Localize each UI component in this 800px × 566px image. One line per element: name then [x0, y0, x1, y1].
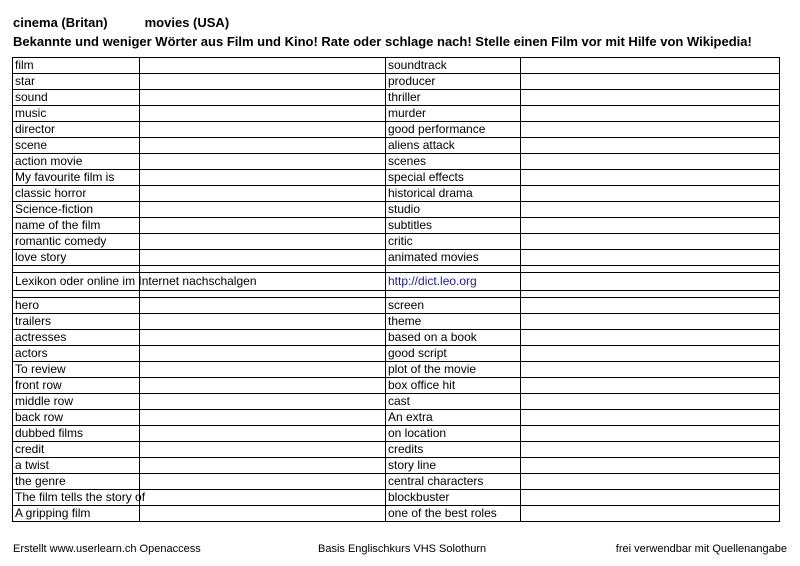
table-cell-blank[interactable] — [521, 490, 780, 506]
british-term: classic horror — [13, 186, 140, 202]
british-term: actresses — [13, 330, 140, 346]
table-cell-blank[interactable] — [521, 362, 780, 378]
table-cell-blank[interactable] — [140, 218, 386, 234]
vocabulary-rows-top — [13, 58, 780, 266]
table-cell-blank[interactable] — [521, 426, 780, 442]
british-term: actors — [13, 346, 140, 362]
british-term: trailers — [13, 314, 140, 330]
british-term: music — [13, 106, 140, 122]
american-term: scenes — [386, 154, 521, 170]
table-row — [13, 490, 780, 506]
british-term: middle row — [13, 394, 140, 410]
table-row — [13, 442, 780, 458]
british-term: star — [13, 74, 140, 90]
american-term: blockbuster — [386, 490, 521, 506]
british-term: To review — [13, 362, 140, 378]
footer-course: Basis Englischkurs VHS Solothurn — [318, 543, 487, 555]
american-term: good script — [386, 346, 521, 362]
table-cell-blank[interactable] — [140, 330, 386, 346]
lookup-label: Lexikon oder online im Internet nachschalgen — [13, 273, 140, 291]
table-cell-blank[interactable] — [140, 442, 386, 458]
table-cell-blank[interactable] — [521, 106, 780, 122]
british-term: The film tells the story of — [13, 490, 140, 506]
table-cell-blank[interactable] — [140, 58, 386, 74]
american-term: animated movies — [386, 250, 521, 266]
table-row — [13, 426, 780, 442]
table-cell-blank[interactable] — [140, 378, 386, 394]
american-term: critic — [386, 234, 521, 250]
british-term: film — [13, 58, 140, 74]
british-term: credit — [13, 442, 140, 458]
table-cell-blank[interactable] — [521, 122, 780, 138]
table-cell-blank[interactable] — [521, 74, 780, 90]
british-term: Science-fiction — [13, 202, 140, 218]
table-cell-blank[interactable] — [140, 506, 386, 522]
table-row — [13, 234, 780, 250]
lookup-section — [13, 266, 780, 298]
american-term: central characters — [386, 474, 521, 490]
table-row — [13, 138, 780, 154]
footer-credit: Erstellt www.userlearn.ch Openaccess — [13, 543, 201, 555]
table-row — [13, 106, 780, 122]
american-term: plot of the movie — [386, 362, 521, 378]
table-row — [13, 202, 780, 218]
american-term: historical drama — [386, 186, 521, 202]
table-cell-blank[interactable] — [521, 314, 780, 330]
table-row — [13, 90, 780, 106]
title-line — [13, 15, 229, 30]
table-cell-blank[interactable] — [140, 170, 386, 186]
table-row — [13, 506, 780, 522]
british-term: My favourite film is — [13, 170, 140, 186]
american-term: screen — [386, 298, 521, 314]
table-cell-blank[interactable] — [521, 346, 780, 362]
table-cell-blank[interactable] — [521, 458, 780, 474]
table-cell-blank[interactable] — [140, 298, 386, 314]
american-term: studio — [386, 202, 521, 218]
american-term: thriller — [386, 90, 521, 106]
table-row — [13, 218, 780, 234]
dictionary-link[interactable]: http://dict.leo.org — [386, 273, 521, 291]
table-cell-blank[interactable] — [140, 250, 386, 266]
table-row — [13, 154, 780, 170]
table-cell-blank[interactable] — [521, 170, 780, 186]
british-term: a twist — [13, 458, 140, 474]
table-cell-blank[interactable] — [521, 273, 780, 291]
table-row — [13, 122, 780, 138]
table-row — [13, 346, 780, 362]
american-term: special effects — [386, 170, 521, 186]
american-term: good performance — [386, 122, 521, 138]
american-term: based on a book — [386, 330, 521, 346]
table-cell-blank[interactable] — [140, 186, 386, 202]
table-row — [13, 58, 780, 74]
table-cell-blank[interactable] — [140, 122, 386, 138]
table-row — [13, 250, 780, 266]
table-cell-blank[interactable] — [140, 90, 386, 106]
table-row — [13, 330, 780, 346]
table-cell-blank[interactable] — [521, 154, 780, 170]
vocabulary-table — [12, 57, 780, 522]
american-term: story line — [386, 458, 521, 474]
lookup-row — [13, 273, 780, 291]
table-row — [13, 458, 780, 474]
table-cell-blank[interactable] — [521, 58, 780, 74]
british-term: hero — [13, 298, 140, 314]
footer-license: frei verwendbar mit Quellenangabe — [615, 543, 787, 555]
american-term: box office hit — [386, 378, 521, 394]
table-cell-blank[interactable] — [140, 362, 386, 378]
spacer-row — [13, 266, 780, 273]
american-term: cast — [386, 394, 521, 410]
vocabulary-rows-bottom — [13, 298, 780, 522]
table-cell-blank[interactable] — [140, 74, 386, 90]
american-term: subtitles — [386, 218, 521, 234]
table-cell-blank[interactable] — [140, 346, 386, 362]
table-row — [13, 298, 780, 314]
table-cell-blank[interactable] — [140, 202, 386, 218]
american-term: credits — [386, 442, 521, 458]
table-cell-blank[interactable] — [140, 410, 386, 426]
british-term: the genre — [13, 474, 140, 490]
table-row — [13, 74, 780, 90]
american-term: aliens attack — [386, 138, 521, 154]
table-cell-blank[interactable] — [521, 378, 780, 394]
american-term: murder — [386, 106, 521, 122]
british-term: love story — [13, 250, 140, 266]
table-cell-blank[interactable] — [140, 138, 386, 154]
table-row — [13, 314, 780, 330]
table-cell-blank[interactable] — [521, 138, 780, 154]
instructions: Bekannte und weniger Wörter aus Film und Kino! Rate oder schlage nach! Stelle einen Film vor mit Hilfe von Wikipedia! — [13, 34, 752, 49]
table-cell-blank[interactable] — [521, 506, 780, 522]
table-cell-blank[interactable] — [140, 394, 386, 410]
british-term: back row — [13, 410, 140, 426]
british-term: romantic comedy — [13, 234, 140, 250]
table-row — [13, 362, 780, 378]
table-row — [13, 394, 780, 410]
british-term: scene — [13, 138, 140, 154]
american-term: soundtrack — [386, 58, 521, 74]
table-cell-blank[interactable] — [140, 106, 386, 122]
table-cell-blank[interactable] — [521, 90, 780, 106]
table-cell-blank[interactable] — [521, 330, 780, 346]
table-cell-blank[interactable] — [521, 298, 780, 314]
british-term: director — [13, 122, 140, 138]
american-term: one of the best roles — [386, 506, 521, 522]
table-cell-blank[interactable] — [521, 250, 780, 266]
table-cell-blank[interactable] — [521, 394, 780, 410]
british-term: name of the film — [13, 218, 140, 234]
table-cell-blank[interactable] — [521, 410, 780, 426]
british-term: front row — [13, 378, 140, 394]
spacer-row — [13, 291, 780, 298]
table-cell-blank[interactable] — [140, 426, 386, 442]
british-term: dubbed films — [13, 426, 140, 442]
title-british: cinema (Britan) — [13, 15, 108, 30]
table-cell-blank[interactable] — [521, 442, 780, 458]
british-term: A gripping film — [13, 506, 140, 522]
table-cell-blank[interactable] — [521, 186, 780, 202]
british-term: action movie — [13, 154, 140, 170]
table-row — [13, 378, 780, 394]
american-term: producer — [386, 74, 521, 90]
american-term: on location — [386, 426, 521, 442]
table-cell-blank[interactable] — [140, 234, 386, 250]
table-cell-blank[interactable] — [521, 234, 780, 250]
table-cell-blank[interactable] — [521, 202, 780, 218]
british-term: sound — [13, 90, 140, 106]
table-row — [13, 186, 780, 202]
title-american: movies (USA) — [144, 15, 230, 30]
table-row — [13, 410, 780, 426]
table-cell-blank[interactable] — [521, 474, 780, 490]
table-cell-blank[interactable] — [140, 314, 386, 330]
table-cell-blank[interactable] — [521, 218, 780, 234]
table-row — [13, 474, 780, 490]
table-cell-blank[interactable] — [140, 154, 386, 170]
table-cell-blank[interactable] — [140, 474, 386, 490]
american-term: theme — [386, 314, 521, 330]
table-cell-blank[interactable] — [140, 458, 386, 474]
american-term: An extra — [386, 410, 521, 426]
table-row — [13, 170, 780, 186]
table-cell-blank[interactable] — [140, 490, 386, 506]
